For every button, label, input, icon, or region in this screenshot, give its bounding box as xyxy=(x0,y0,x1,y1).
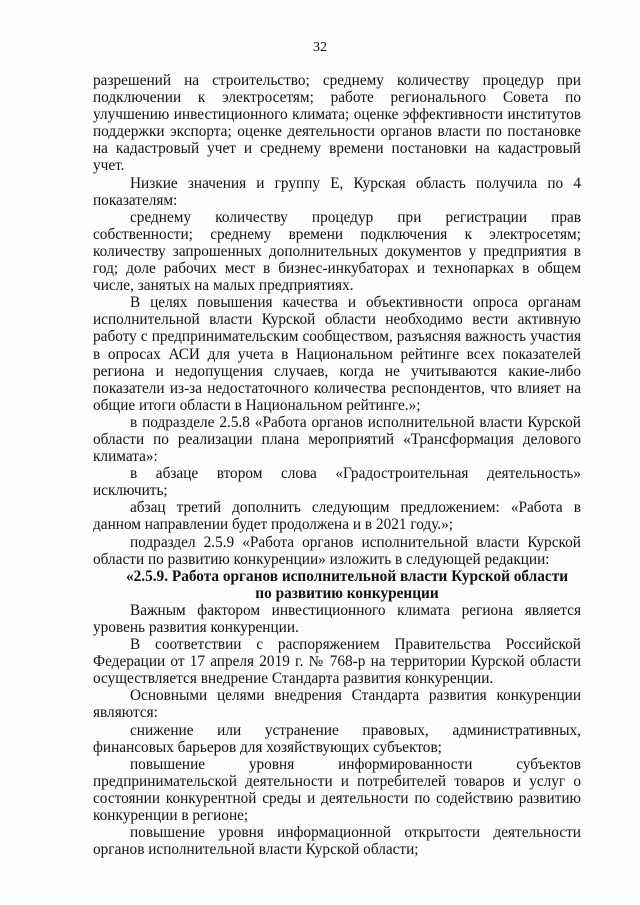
section-heading-line1: «2.5.9. Работа органов исполнительной власти Курской области xyxy=(125,567,569,585)
section-heading-line2: по развитию конкуренции xyxy=(255,584,439,602)
paragraph: Важным фактором инвестиционного климата региона является уровень развития конкуренции. xyxy=(93,601,581,636)
paragraph: подраздел 2.5.9 «Работа органов исполнительной власти Курской области по развитию конкуренции» изложить в следующей редакции: xyxy=(93,533,581,568)
paragraph: абзац третий дополнить следующим предложением: «Работа в данном направлении будет продолжена и в 2021 году.»; xyxy=(93,499,581,534)
paragraph: Основными целями внедрения Стандарта развития конкуренции являются: xyxy=(93,687,581,722)
paragraph: повышение уровня информированности субъектов предпринимательской деятельности и потребителей товаров и услуг о состоянии конкурентной среды и деятельности по содействию развитию конкуренции в регионе; xyxy=(93,755,581,825)
paragraph: в подразделе 2.5.8 «Работа органов исполнительной власти Курской области по реализации плана мероприятий «Трансформация делового климата»: xyxy=(93,413,581,466)
paragraph: разрешений на строительство; среднему количеству процедур при подключении к электросетям; работе регионального Совета по улучшению инвестиционного климата; оценке эффективности институтов поддержки экспорта; оценке деятельности органов власти по постановке на кадастровый учет и среднему времени постановки на кадастровый учет. xyxy=(93,72,581,175)
paragraph: снижение или устранение правовых, административных, финансовых барьеров для хозяйствующих субъектов; xyxy=(93,721,581,756)
paragraph: В соответствии с распоряжением Правительства Российской Федерации от 17 апреля 2019 г. № 768-р на территории Курской области осуществляется внедрение Стандарта развития конкуренции. xyxy=(93,636,581,688)
document-body xyxy=(93,72,581,858)
paragraph: Низкие значения и группу Е, Курская область получила по 4 показателям: xyxy=(93,174,581,209)
page-number: 32 xyxy=(313,40,327,55)
paragraph: среднему количеству процедур при регистрации прав собственности; среднему времени подключения к электросетям; количеству запрошенных дополнительных документов у предприятия в год; доле рабочих мест в бизнес-инкубаторах и технопарках в общем числе, занятых на малых предприятиях. xyxy=(93,208,581,295)
paragraph: В целях повышения качества и объективности опроса органам исполнительной власти Курской области необходимо вести активную работу с предпринимательским сообществом, разъясняя важность участия в опросах АСИ для учета в Национальном рейтинге всех показателей региона и недопущения случаев, когда не учитываются какие-либо показатели из-за недостаточного количества респондентов, что влияет на общие итоги области в Национальном рейтинге.»; xyxy=(93,294,581,414)
paragraph: в абзаце втором слова «Градостроительная деятельность» исключить; xyxy=(93,465,581,500)
paragraph: повышение уровня информационной открытости деятельности органов исполнительной власти Курской области; xyxy=(93,824,581,859)
section-heading xyxy=(93,568,581,602)
